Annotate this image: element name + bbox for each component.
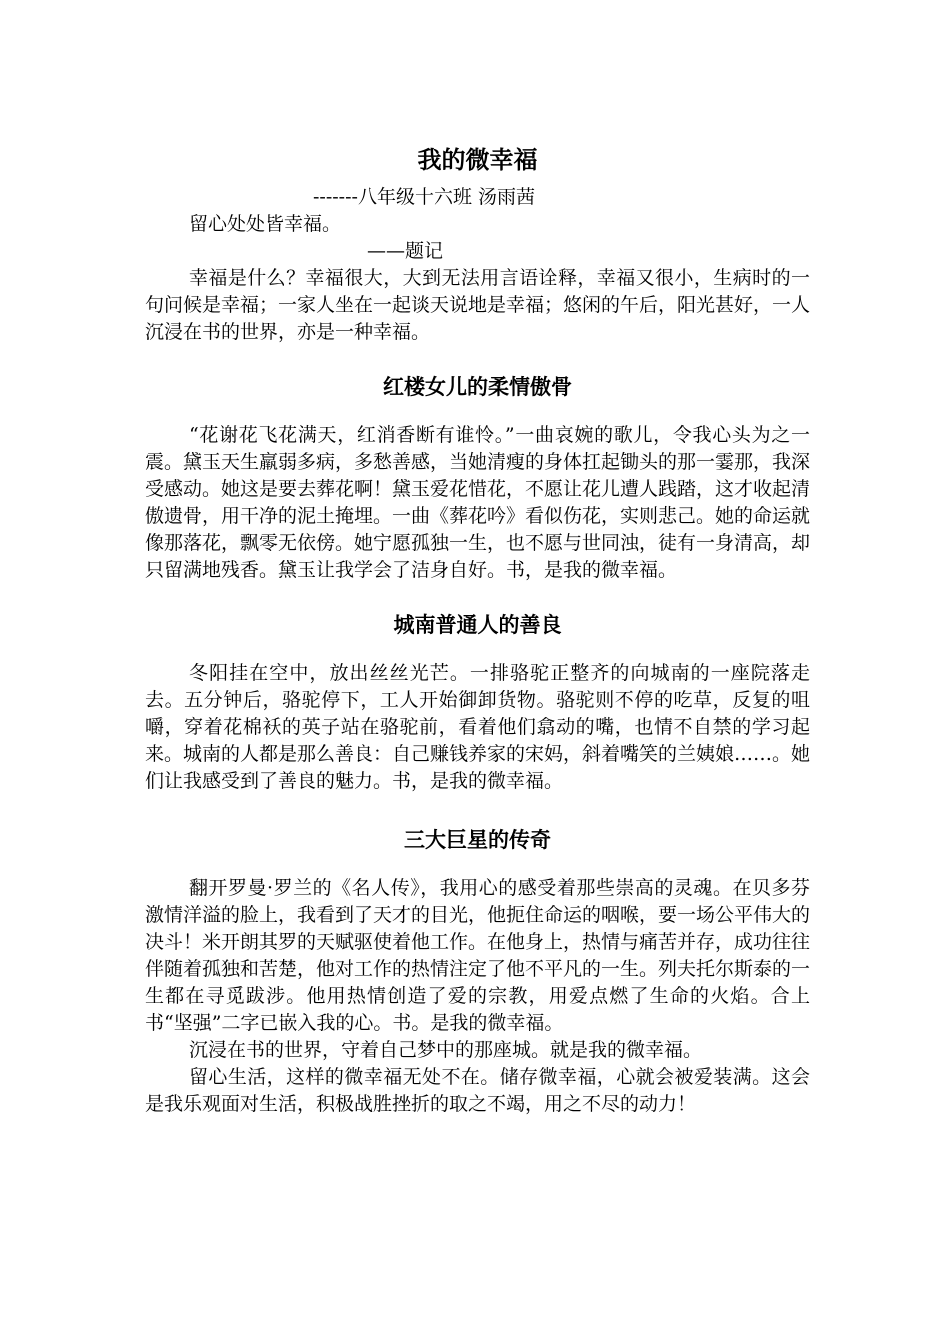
section-body-mingrenzhuan: 翻开罗曼·罗兰的《名人传》，我用心的感受着那些崇高的灵魂。在贝多芬激情洋溢的脸上，我看到了天才的目光，他扼住命运的咽喉，要一场公平伟大的决斗！米开朗其罗的天赋驱使着他工作。在他身上，热情与痛苦并存，成功往往伴随着孤独和苦楚，他对工作的热情注定了他不平凡的一生。列夫托尔斯泰的一生都在寻觅跋涉。他用热情创造了爱的宗教，用爱点燃了生命的火焰。合上书“坚强”二字已嵌入我的心。书。是我的微幸福。: [145, 877, 811, 1034]
section-heading-hongloumeng: 红楼女儿的柔情傲骨: [383, 375, 572, 399]
intro-paragraph: 幸福是什么？幸福很大，大到无法用言语诠释，幸福又很小，生病时的一句问候是幸福；一家人坐在一起谈天说地是幸福；悠闲的午后，阳光甚好，一人沉浸在书的世界，亦是一种幸福。: [145, 267, 811, 343]
section-body-chengnan: 冬阳挂在空中，放出丝丝光芒。一排骆驼正整齐的向城南的一座院落走去。五分钟后，骆驼停下，工人开始御卸货物。骆驼则不停的吃草，反复的咀嚼，穿着花棉袄的英子站在骆驼前，看着他们翕动的嘴，也情不自禁的学习起来。城南的人都是那么善良：自己赚钱养家的宋妈，斜着嘴笑的兰姨娘……。她们让我感受到了善良的魅力。书，是我的微幸福。: [145, 662, 811, 792]
closing-paragraph-2: 留心生活，这样的微幸福无处不在。储存微幸福，心就会被爱装满。这会是我乐观面对生活，积极战胜挫折的取之不竭，用之不尽的动力！: [145, 1066, 810, 1115]
epigraph-source: ——题记: [367, 240, 444, 262]
closing-paragraph-1: 沉浸在书的世界，守着自己梦中的那座城。就是我的微幸福。: [189, 1039, 703, 1061]
document-title: 我的微幸福: [417, 146, 538, 174]
section-body-hongloumeng: “花谢花飞花满天，红消香断有谁怜。”一曲哀婉的歌儿，令我心头为之一震。黛玉天生羸弱多病，多愁善感，当她清瘦的身体扛起锄头的那一霎那，我深受感动。她这是要去葬花啊！黛玉爱花惜花，不愿让花儿遭人践踏，这才收起清傲遗骨，用干净的泥土掩埋。一曲《葬花吟》看似伤花，实则悲己。她的命运就像那落花，飘零无依傍。她宁愿孤独一生，也不愿与世同浊，徒有一身清高，却只留满地残香。黛玉让我学会了洁身自好。书，是我的微幸福。: [145, 424, 811, 581]
epigraph: 留心处处皆幸福。: [189, 213, 342, 235]
section-heading-chengnan: 城南普通人的善良: [393, 613, 562, 637]
document-page: [145, 140, 810, 1118]
author-line: -------八年级十六班 汤雨茜: [313, 186, 535, 208]
section-heading-mingrenzhuan: 三大巨星的传奇: [404, 828, 551, 852]
